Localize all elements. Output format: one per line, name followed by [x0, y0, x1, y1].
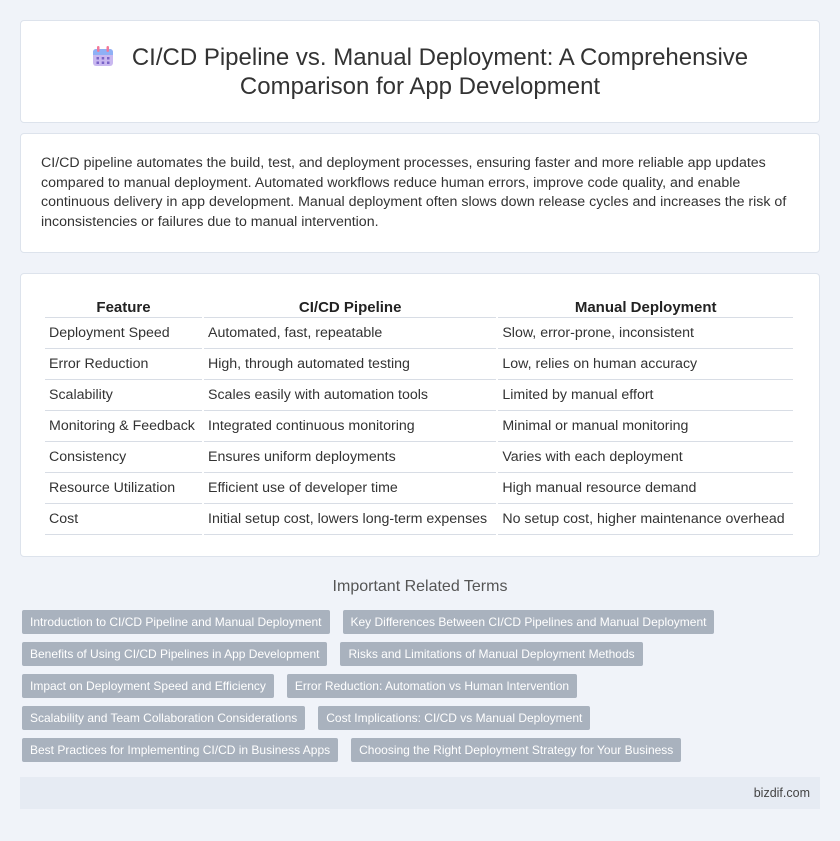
manual-cell: No setup cost, higher maintenance overhead [498, 504, 793, 535]
feature-cell: Monitoring & Feedback [45, 411, 202, 442]
cicd-cell: Initial setup cost, lowers long-term expenses [204, 504, 496, 535]
table-row [45, 318, 793, 349]
cicd-cell: Efficient use of developer time [204, 473, 496, 504]
intro-card [20, 133, 820, 253]
header-feature: Feature [45, 296, 202, 318]
cicd-cell: Ensures uniform deployments [204, 442, 496, 473]
table-row [45, 349, 793, 380]
title-line-2: Comparison for App Development [239, 73, 601, 100]
table-row [45, 442, 793, 473]
page-title [21, 43, 819, 101]
table-row [45, 380, 793, 411]
feature-cell: Scalability [45, 380, 202, 411]
related-terms-list [22, 610, 822, 770]
tag-row [22, 738, 822, 762]
related-term-link[interactable]: Impact on Deployment Speed and Efficiency [22, 674, 274, 698]
cicd-cell: Automated, fast, repeatable [204, 318, 496, 349]
header-manual: Manual Deployment [498, 296, 793, 318]
cicd-cell: High, through automated testing [204, 349, 496, 380]
manual-cell: Slow, error-prone, inconsistent [498, 318, 793, 349]
related-term-link[interactable]: Best Practices for Implementing CI/CD in Business Apps [22, 738, 338, 762]
tag-row [22, 706, 822, 730]
feature-cell: Consistency [45, 442, 202, 473]
related-term-link[interactable]: Scalability and Team Collaboration Considerations [22, 706, 305, 730]
title-card [20, 20, 820, 123]
related-terms-heading: Important Related Terms [332, 578, 508, 595]
manual-cell: Limited by manual effort [498, 380, 793, 411]
cicd-cell: Integrated continuous monitoring [204, 411, 496, 442]
related-term-link[interactable]: Error Reduction: Automation vs Human Intervention [287, 674, 577, 698]
feature-cell: Resource Utilization [45, 473, 202, 504]
title-line-1: CI/CD Pipeline vs. Manual Deployment: A Comprehensive [131, 44, 749, 71]
table-row [45, 411, 793, 442]
related-term-link[interactable]: Benefits of Using CI/CD Pipelines in App Development [22, 642, 327, 666]
table-header-row [45, 296, 793, 318]
footer [20, 777, 820, 809]
related-term-link[interactable]: Key Differences Between CI/CD Pipelines and Manual Deployment [343, 610, 715, 634]
manual-cell: Low, relies on human accuracy [498, 349, 793, 380]
table-row [45, 473, 793, 504]
comparison-card [20, 273, 820, 557]
cicd-cell: Scales easily with automation tools [204, 380, 496, 411]
feature-cell: Deployment Speed [45, 318, 202, 349]
manual-cell: Varies with each deployment [498, 442, 793, 473]
related-term-link[interactable]: Risks and Limitations of Manual Deployment Methods [340, 642, 642, 666]
manual-cell: High manual resource demand [498, 473, 793, 504]
related-term-link[interactable]: Cost Implications: CI/CD vs Manual Deployment [318, 706, 590, 730]
tag-row [22, 642, 822, 666]
manual-cell: Minimal or manual monitoring [498, 411, 793, 442]
related-term-link[interactable]: Introduction to CI/CD Pipeline and Manual Deployment [22, 610, 330, 634]
site-link[interactable]: bizdif.com [753, 786, 810, 800]
tag-row [22, 674, 822, 698]
comparison-table [43, 296, 795, 535]
calendar-icon [92, 45, 114, 66]
header-cicd: CI/CD Pipeline [204, 296, 496, 318]
feature-cell: Cost [45, 504, 202, 535]
related-term-link[interactable]: Choosing the Right Deployment Strategy for Your Business [351, 738, 681, 762]
table-row [45, 504, 793, 535]
intro-paragraph: CI/CD pipeline automates the build, test, and deployment processes, ensuring faster and more reliable app updates compared to manual deployment. Automated workflows reduce human errors, improve code quality, and enable continuous delivery in app development. Manual deployment often slows down release cycles and increases the risk of inconsistencies or failures due to manual intervention. [41, 155, 787, 230]
tag-row [22, 610, 822, 634]
feature-cell: Error Reduction [45, 349, 202, 380]
